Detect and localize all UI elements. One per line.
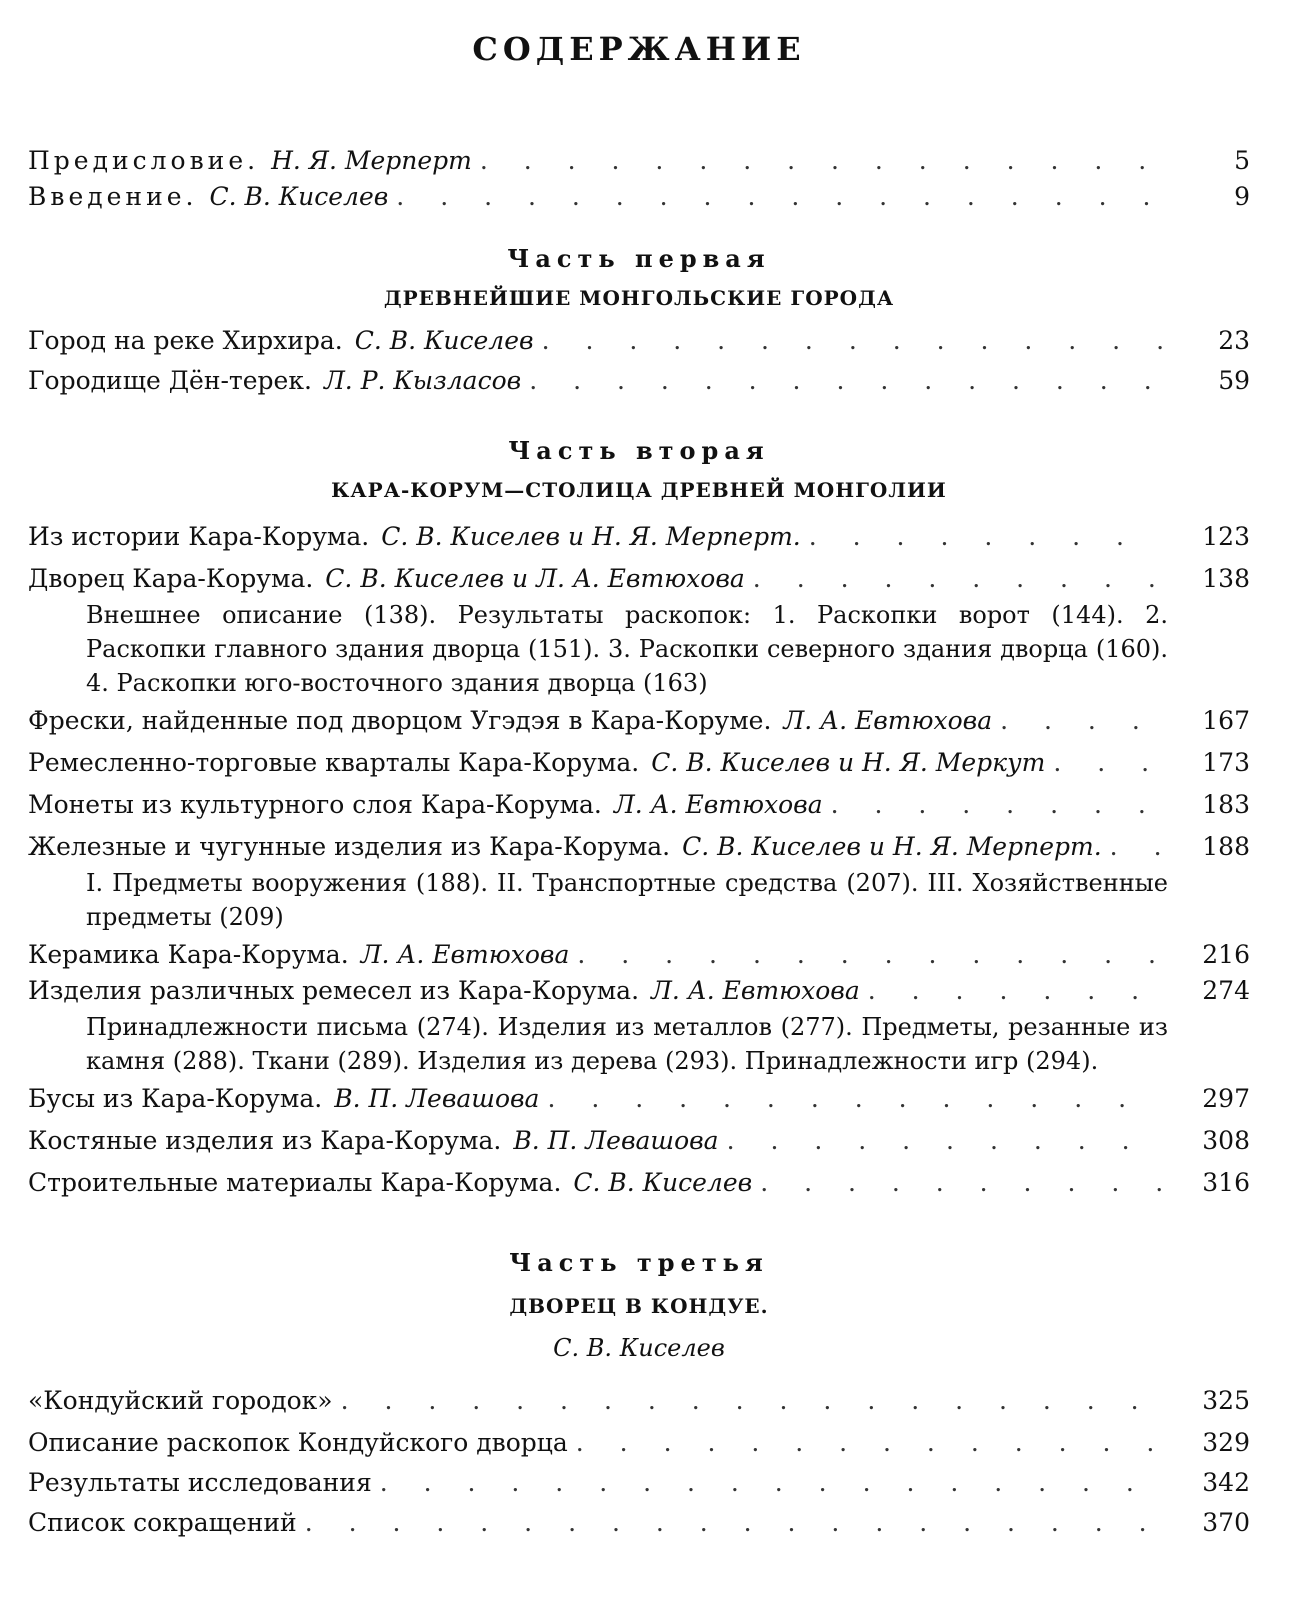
entry-title: Изделия различных ремесел из Кара-Корума. [28, 976, 640, 1005]
entry-author: Л. А. Евтюхова [783, 706, 993, 735]
dot-leader [480, 144, 1162, 178]
page-number: 5 [1234, 146, 1250, 175]
page-number: 316 [1202, 1168, 1250, 1197]
toc-entry[interactable] [28, 324, 1250, 358]
entry-author: С. В. Киселев [573, 1168, 753, 1197]
entry-title: Результаты исследования [28, 1468, 372, 1497]
dot-leader [727, 1124, 1162, 1158]
toc-entry[interactable] [28, 1082, 1250, 1116]
entry-author: С. В. Киселев и Л. А. Евтюхова [325, 564, 745, 593]
entry-title: Из истории Кара-Корума. [28, 522, 370, 551]
toc-entry[interactable] [28, 1124, 1250, 1158]
dot-leader [1053, 746, 1162, 780]
dot-leader [542, 324, 1162, 358]
part-two-label: Часть вторая [508, 436, 770, 465]
page-number: 9 [1234, 182, 1250, 211]
entry-title: Городище Дён-терек. [28, 366, 312, 395]
dot-leader [305, 1506, 1162, 1540]
entry-title: Дворец Кара-Корума. [28, 564, 314, 593]
page-number: 370 [1202, 1508, 1250, 1537]
toc-entry[interactable] [28, 1506, 1250, 1540]
entry-title: Список сокращений [28, 1508, 297, 1537]
page-number: 167 [1202, 706, 1250, 735]
dot-leader [576, 1426, 1162, 1460]
page-number: 173 [1202, 748, 1250, 777]
entry-author: С. В. Киселев [354, 326, 534, 355]
entry-author: С. В. Киселев и Н. Я. Меркут [651, 748, 1046, 777]
entry-author: Л. Р. Кызласов [323, 366, 522, 395]
entry-title: Введение. [28, 182, 198, 211]
entry-author: В. П. Левашова [513, 1126, 719, 1155]
dot-leader [577, 938, 1162, 972]
entry-title: Керамика Кара-Корума. [28, 940, 349, 969]
entry-subsections: Внешнее описание (138). Результаты раскопок: 1. Раскопки ворот (144). 2. Раскопки главного здания дворца (151). 3. Раскопки северного здания дворца (160). 4. Раскопки юго-восточного здания дворца (163) [86, 601, 1168, 697]
dot-leader [547, 1082, 1162, 1116]
page-number: 297 [1202, 1084, 1250, 1113]
entry-title: Бусы из Кара-Корума. [28, 1084, 323, 1113]
part-three-label: Часть третья [509, 1248, 769, 1277]
page-number: 123 [1202, 522, 1250, 551]
entry-title: «Кондуйский городок» [28, 1386, 333, 1415]
toc-entry[interactable] [28, 788, 1250, 822]
toc-entry[interactable] [28, 1384, 1250, 1418]
toc-entry[interactable] [28, 562, 1250, 596]
entry-title: Описание раскопок Кондуйского дворца [28, 1428, 568, 1457]
toc-entry[interactable] [28, 938, 1250, 972]
part-one-label: Часть первая [507, 244, 771, 273]
page-number: 274 [1202, 976, 1250, 1005]
entry-author: Л. А. Евтюхова [360, 940, 570, 969]
dot-leader [396, 180, 1162, 214]
toc-entry[interactable] [28, 1426, 1250, 1460]
part-two-title: КАРА-КОРУМ—СТОЛИЦА ДРЕВНЕЙ МОНГОЛИИ [331, 478, 947, 502]
dot-leader [868, 974, 1162, 1008]
dot-leader [831, 788, 1162, 822]
entry-title: Город на реке Хирхира. [28, 326, 343, 355]
dot-leader [341, 1384, 1162, 1418]
page-number: 308 [1202, 1126, 1250, 1155]
entry-author: Л. А. Евтюхова [651, 976, 860, 1005]
dot-leader [1110, 830, 1162, 864]
entry-title: Предисловие. [28, 146, 260, 175]
entry-title: Костяные изделия из Кара-Корума. [28, 1126, 502, 1155]
entry-title: Монеты из культурного слоя Кара-Корума. [28, 790, 602, 819]
dot-leader [760, 1166, 1162, 1200]
entry-title: Строительные материалы Кара-Корума. [28, 1168, 562, 1197]
dot-leader [529, 364, 1162, 398]
toc-page [28, 0, 1250, 1600]
toc-entry[interactable] [28, 1166, 1250, 1200]
entry-subsections: Принадлежности письма (274). Изделия из металлов (277). Предметы, резанные из камня (288). Ткани (289). Изделия из дерева (293). Принадлежности игр (294). [86, 1013, 1168, 1075]
page-number: 23 [1218, 326, 1250, 355]
entry-author: С. В. Киселев и Н. Я. Мерперт. [381, 522, 801, 551]
page-number: 342 [1202, 1468, 1250, 1497]
page-number: 329 [1202, 1428, 1250, 1457]
toc-entry[interactable] [28, 746, 1250, 780]
toc-entry[interactable] [28, 1466, 1250, 1500]
entry-author: Н. Я. Мерперт [271, 146, 472, 175]
page-number: 188 [1202, 832, 1250, 861]
entry-title: Железные и чугунные изделия из Кара-Корума. [28, 832, 671, 861]
toc-entry-introduction[interactable] [28, 180, 1250, 214]
dot-leader [1000, 704, 1162, 738]
page-number: 138 [1202, 564, 1250, 593]
toc-entry[interactable] [28, 830, 1250, 864]
dot-leader [809, 520, 1162, 554]
entry-author: В. П. Левашова [334, 1084, 540, 1113]
entry-subsections: I. Предметы вооружения (188). II. Транспортные средства (207). III. Хозяйственные предметы (209) [86, 869, 1168, 931]
part-three-author: С. В. Киселев [553, 1334, 725, 1362]
part-one-title: ДРЕВНЕЙШИЕ МОНГОЛЬСКИЕ ГОРОДА [383, 286, 895, 310]
page-number: 216 [1202, 940, 1250, 969]
entry-author: Л. А. Евтюхова [613, 790, 823, 819]
toc-entry[interactable] [28, 364, 1250, 398]
page-number: 59 [1218, 366, 1250, 395]
page-number: 183 [1202, 790, 1250, 819]
entry-author: С. В. Киселев и Н. Я. Мерперт. [682, 832, 1102, 861]
dot-leader [380, 1466, 1162, 1500]
entry-author: С. В. Киселев [209, 182, 389, 211]
entry-title: Фрески, найденные под дворцом Угэдэя в Кара-Коруме. [28, 706, 772, 735]
part-three-title: ДВОРЕЦ В КОНДУЕ. [509, 1294, 769, 1318]
dot-leader [753, 562, 1162, 596]
toc-entry[interactable] [28, 520, 1250, 554]
page-number: 325 [1202, 1386, 1250, 1415]
toc-entry[interactable] [28, 704, 1250, 738]
page-title: СОДЕРЖАНИЕ [472, 30, 806, 68]
entry-title: Ремесленно-торговые кварталы Кара-Корума. [28, 748, 640, 777]
toc-entry[interactable] [28, 974, 1250, 1008]
toc-entry-preface[interactable] [28, 144, 1250, 178]
